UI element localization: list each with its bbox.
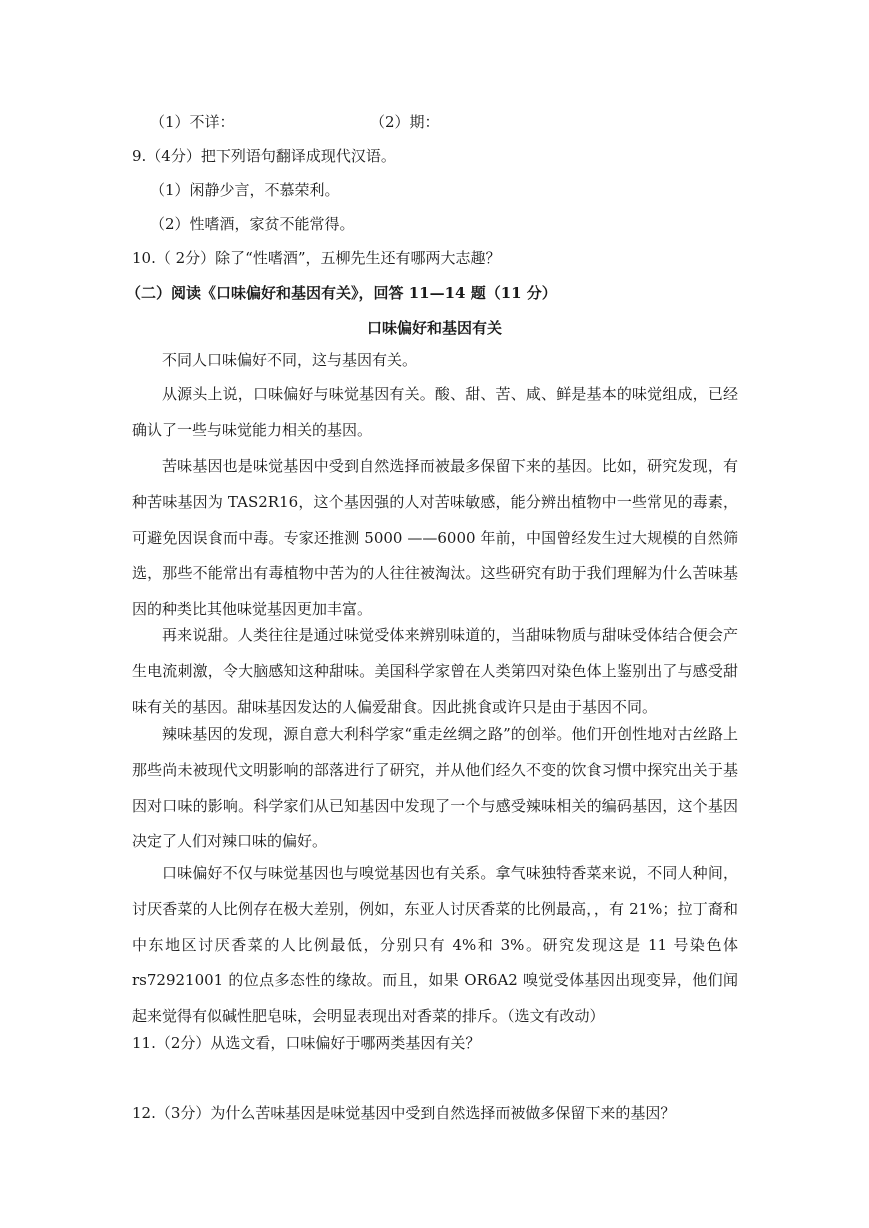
section-header: （二）阅读《口味偏好和基因有关》，回答 11—14 题（11 分） <box>126 284 557 302</box>
article-paragraph: 口味偏好不仅与味觉基因也与嗅觉基因也有关系。拿气味独特香菜来说，不同人种间，讨厌香菜的人比例存在极大差别，例如，东亚人讨厌香菜的比例最高，，有 21%；拉丁裔和中东地区讨厌香菜的人比例最低，分别只有 4%和 3%。研究发现这是 11 号染色体 rs72921001 的位点多态性的缘故。而且，如果 OR6A2 嗅觉受体基因出现变异，他们闻起来觉得有似碱性肥皂味，会明显表现出对香菜的排斥。（选文有改动） <box>132 864 738 1026</box>
q12-stem: 12.（3分）为什么苦味基因是味觉基因中受到自然选择而被做多保留下来的基因？ <box>132 1104 676 1122</box>
article-paragraph: 辣味基因的发现，源自意大利科学家“重走丝绸之路”的创举。他们开创性地对古丝路上那些尚未被现代文明影响的部落进行了研究，并从他们经久不变的饮食习惯中探究出关于基因对口味的影响。科学家们从已知基因中发现了一个与感受辣味相关的编码基因，这个基因决定了人们对辣口味的偏好。 <box>132 725 738 851</box>
q8-part2: （2）期： <box>370 113 440 131</box>
q11-stem: 11.（2分）从选文看，口味偏好于哪两类基因有关？ <box>132 1034 481 1052</box>
q8-part1: （1）不详： <box>150 113 235 131</box>
q9-item1: （1）闲静少言，不慕荣利。 <box>150 181 340 199</box>
article-paragraph: 苦味基因也是味觉基因中受到自然选择而被最多保留下来的基因。比如，研究发现，有种苦味基因为 TAS2R16，这个基因强的人对苦味敏感，能分辨出植物中一些常见的毒素，可避免因误食而中毒。专家还推测 5000 ——6000 年前，中国曾经发生过大规模的自然筛选，那些不能常出有毒植物中苦为的人往往被淘汰。这些研究有助于我们理解为什么苦味基因的种类比其他味觉基因更加丰富。 <box>132 457 738 619</box>
article-title: 口味偏好和基因有关 <box>366 319 502 337</box>
article-paragraph: 从源头上说，口味偏好与味觉基因有关。酸、甜、苦、咸、鲜是基本的味觉组成，已经确认了一些与味觉能力相关的基因。 <box>132 385 738 439</box>
article-paragraph: 不同人口味偏好不同，这与基因有关。 <box>162 351 418 369</box>
q9-item2: （2）性嗜酒，家贫不能常得。 <box>150 215 355 233</box>
q10-stem: 10.（ 2分）除了“性嗜酒”，五柳先生还有哪两大志趣？ <box>132 249 501 267</box>
article-paragraph: 再来说甜。人类往往是通过味觉受体来辨别味道的，当甜味物质与甜味受体结合便会产生电流刺激，令大脑感知这种甜味。美国科学家曾在人类第四对染色体上鉴别出了与感受甜味有关的基因。甜味基因发达的人偏爱甜食。因此挑食或许只是由于基因不同。 <box>132 626 738 716</box>
q9-stem: 9.（4分）把下列语句翻译成现代汉语。 <box>132 147 396 165</box>
